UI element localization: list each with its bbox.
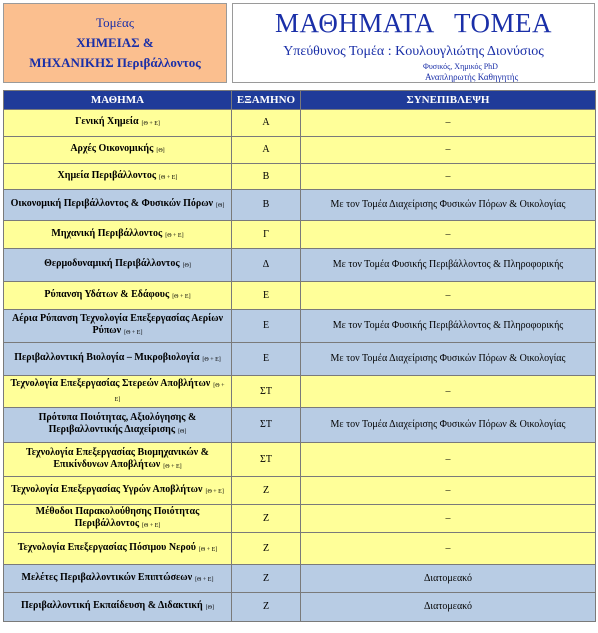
course-type-tag: [Θ + Ε]	[202, 357, 221, 363]
table-row	[4, 443, 596, 477]
course-name: Περιβαλλοντική Βιολογία – Μικροβιολογία	[14, 352, 200, 363]
course-cell	[4, 533, 232, 565]
courses-table	[3, 90, 596, 622]
course-type-tag: [Θ]	[182, 263, 191, 269]
table-row	[4, 593, 596, 622]
semester-cell: Ζ	[232, 565, 301, 593]
course-name: Περιβαλλοντική Εκπαίδευση & Διδακτική	[21, 600, 203, 611]
course-cell	[4, 110, 232, 137]
course-cell	[4, 376, 232, 408]
page-title: ΜΑΘΗΜΑΤΑ ΤΟΜΕΑ	[274, 8, 553, 38]
course-cell	[4, 477, 232, 505]
semester-cell: Γ	[232, 221, 301, 249]
cosupervision-cell: –	[301, 137, 596, 164]
table-row	[4, 505, 596, 533]
cosupervision-cell: Με τον Τομέα Διαχείρισης Φυσικών Πόρων & Οικολογίας	[301, 343, 596, 376]
column-header-course: ΜΑΘΗΜΑ	[4, 91, 232, 110]
course-type-tag: [Θ + Ε]	[195, 576, 214, 583]
semester-cell: Ζ	[232, 505, 301, 533]
course-type-tag: [Θ]	[156, 148, 165, 154]
course-type-tag: [Θ]	[205, 605, 214, 611]
table-row	[4, 376, 596, 408]
table-row	[4, 343, 596, 376]
course-name: Μέθοδοι Παρακολούθησης Ποιότητας Περιβάλλοντος	[35, 505, 200, 529]
table-row	[4, 164, 596, 190]
table-header-row	[4, 91, 596, 110]
course-name: Τεχνολογία Επεξεργασίας Πόσιμου Νερού	[17, 541, 196, 553]
course-cell	[4, 565, 232, 593]
title-box	[232, 3, 595, 83]
semester-cell: Α	[232, 110, 301, 137]
course-cell	[4, 408, 232, 443]
course-name: Τεχνολογία Επεξεργασίας Βιομηχανικών & Επικίνδυνων Αποβλήτων	[26, 446, 209, 470]
column-header-semester: ΕΞΑΜΗΝΟ	[232, 91, 301, 110]
course-name: Γενική Χημεία	[75, 116, 139, 127]
course-name: Χημεία Περιβάλλοντος	[57, 169, 157, 181]
table-row	[4, 310, 596, 343]
course-type-tag: [Θ + Ε]	[142, 522, 161, 529]
semester-cell: ΣΤ	[232, 443, 301, 477]
course-cell	[4, 343, 232, 376]
sector-head-title: Αναπληρωτής Καθηγητής	[425, 72, 519, 82]
sector-name-line2: ΜΗΧΑΝΙΚΗΣ Περιβάλλοντος	[29, 55, 201, 70]
course-type-tag: [Θ + Ε]	[159, 174, 178, 181]
course-name: Μηχανική Περιβάλλοντος	[51, 227, 163, 239]
cosupervision-cell: Με τον Τομέα Φυσικής Περιβάλλοντος & Πληροφορικής	[301, 310, 596, 343]
courses-table-body	[4, 110, 596, 622]
course-name: Μελέτες Περιβαλλοντικών Επιπτώσεων	[21, 571, 193, 583]
course-type-tag: [Θ + Ε]	[141, 121, 160, 127]
cosupervision-cell: Με τον Τομέα Διαχείρισης Φυσικών Πόρων & Οικολογίας	[301, 408, 596, 443]
course-cell	[4, 443, 232, 477]
cosupervision-cell: –	[301, 533, 596, 565]
semester-cell: Ε	[232, 282, 301, 310]
cosupervision-cell: –	[301, 164, 596, 190]
semester-cell: Α	[232, 137, 301, 164]
semester-cell: Β	[232, 164, 301, 190]
semester-cell: Ζ	[232, 533, 301, 565]
course-name: Αρχές Οικονομικής	[70, 143, 154, 154]
table-row	[4, 190, 596, 221]
course-cell	[4, 505, 232, 533]
course-type-tag: [Θ + Ε]	[124, 330, 143, 336]
course-name: Αέρια Ρύπανση Τεχνολογία Επεξεργασίας Αερίων Ρύπων	[12, 313, 223, 336]
cosupervision-cell: –	[301, 221, 596, 249]
cosupervision-cell: Με τον Τομέα Διαχείρισης Φυσικών Πόρων & Οικολογίας	[301, 190, 596, 221]
semester-cell: Ζ	[232, 593, 301, 622]
semester-cell: ΣΤ	[232, 408, 301, 443]
course-name: Οικονομική Περιβάλλοντος & Φυσικών Πόρων	[10, 198, 214, 209]
table-row	[4, 533, 596, 565]
cosupervision-cell: –	[301, 477, 596, 505]
course-cell	[4, 249, 232, 282]
sector-box	[3, 3, 227, 83]
course-cell	[4, 164, 232, 190]
course-type-tag: [Θ]	[216, 203, 225, 209]
table-row	[4, 477, 596, 505]
table-row	[4, 282, 596, 310]
course-name: Ρύπανση Υδάτων & Εδάφους	[44, 288, 170, 300]
cosupervision-cell: –	[301, 443, 596, 477]
course-type-tag: [Θ]	[178, 429, 187, 435]
cosupervision-cell: –	[301, 282, 596, 310]
semester-cell: Ε	[232, 343, 301, 376]
sector-head-qualification: Φυσικός, Χημικός PhD	[423, 62, 498, 71]
table-row	[4, 110, 596, 137]
cosupervision-cell: –	[301, 505, 596, 533]
semester-cell: Ζ	[232, 477, 301, 505]
course-type-tag: [Θ + Ε]	[163, 463, 182, 470]
sector-name-line1: ΧΗΜΕΙΑΣ &	[76, 35, 154, 50]
cosupervision-cell: Διατομεακό	[301, 593, 596, 622]
course-cell	[4, 593, 232, 622]
cosupervision-cell: Διατομεακό	[301, 565, 596, 593]
column-header-cosupervision: ΣΥΝΕΠΙΒΛΕΨΗ	[301, 91, 596, 110]
course-type-tag: [Θ + Ε]	[114, 382, 225, 403]
table-row	[4, 249, 596, 282]
cosupervision-cell: –	[301, 110, 596, 137]
course-type-tag: [Θ + Ε]	[165, 232, 184, 239]
semester-cell: Ε	[232, 310, 301, 343]
course-type-tag: [Θ + Ε]	[172, 293, 191, 300]
course-cell	[4, 190, 232, 221]
sector-head: Υπεύθυνος Τομέα : Κουλουγλιώτης Διονύσιος	[283, 44, 544, 59]
course-name: Τεχνολογία Επεξεργασίας Υγρών Αποβλήτων	[11, 483, 203, 495]
course-cell	[4, 310, 232, 343]
semester-cell: Δ	[232, 249, 301, 282]
course-cell	[4, 282, 232, 310]
table-row	[4, 565, 596, 593]
sector-label: Τομέας	[96, 15, 134, 30]
course-name: Πρότυπα Ποιότητας, Αξιολόγησης & Περιβαλλοντικής Διαχείρισης	[38, 412, 197, 435]
course-type-tag: [Θ + Ε]	[198, 546, 218, 553]
table-row	[4, 408, 596, 443]
cosupervision-cell: Με τον Τομέα Φυσικής Περιβάλλοντος & Πληροφορικής	[301, 249, 596, 282]
course-name: Θερμοδυναμική Περιβάλλοντος	[44, 258, 180, 269]
semester-cell: Β	[232, 190, 301, 221]
table-row	[4, 137, 596, 164]
course-cell	[4, 221, 232, 249]
course-type-tag: [Θ + Ε]	[205, 488, 224, 495]
table-row	[4, 221, 596, 249]
semester-cell: ΣΤ	[232, 376, 301, 408]
course-cell	[4, 137, 232, 164]
cosupervision-cell: –	[301, 376, 596, 408]
course-name: Τεχνολογία Επεξεργασίας Στερεών Αποβλήτων	[10, 377, 211, 389]
